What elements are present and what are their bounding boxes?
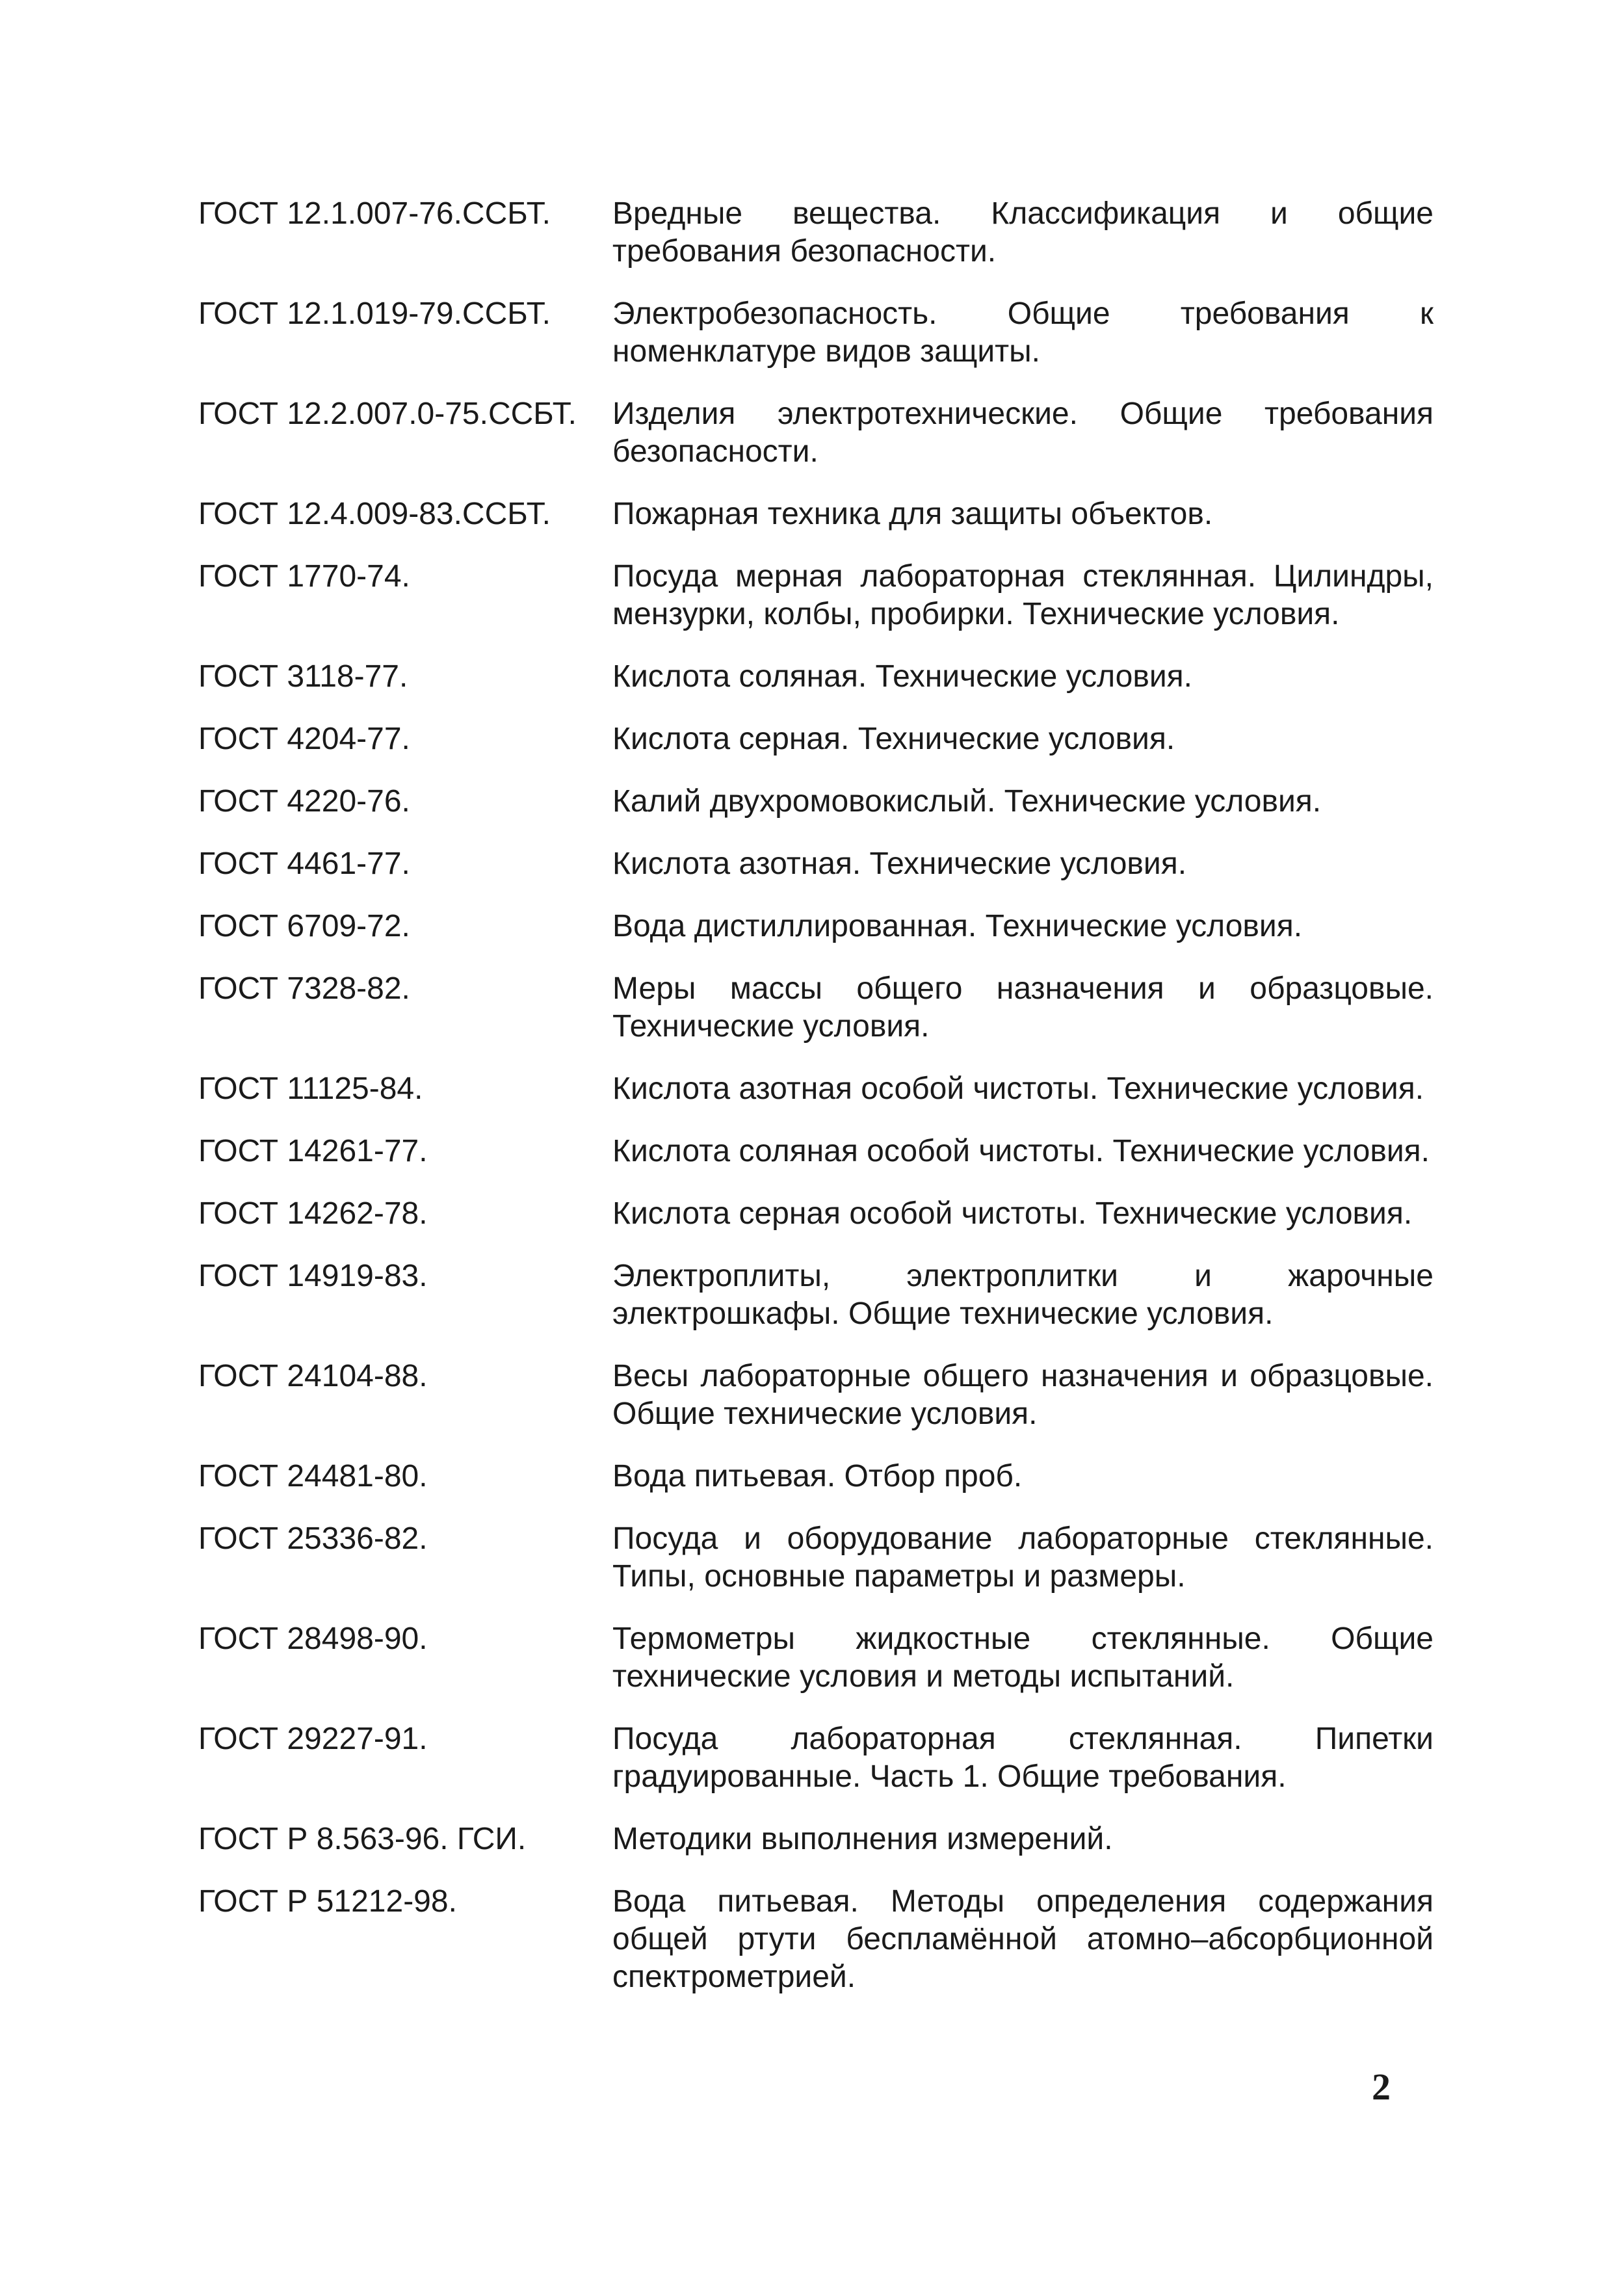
reference-row bbox=[198, 1195, 1434, 1233]
reference-row bbox=[198, 1257, 1434, 1333]
reference-row bbox=[198, 558, 1434, 633]
reference-code: ГОСТ 4220-76. bbox=[198, 784, 410, 819]
reference-code: ГОСТ 4204-77. bbox=[198, 722, 410, 756]
reference-code: ГОСТ 6709-72. bbox=[198, 909, 410, 943]
reference-code: ГОСТ 25336-82. bbox=[198, 1521, 428, 1556]
reference-title: Вода дистиллированная. Технические условия. bbox=[612, 909, 1303, 943]
reference-row bbox=[198, 395, 1434, 471]
reference-code: ГОСТ 3118-77. bbox=[198, 659, 408, 694]
reference-title: Кислота серная. Технические условия. bbox=[612, 722, 1175, 756]
reference-row bbox=[198, 495, 1434, 533]
reference-title: Посуда и оборудование лабораторные стеклянные. Типы, основные параметры и размеры. bbox=[612, 1521, 1434, 1594]
reference-row bbox=[198, 1133, 1434, 1170]
reference-code: ГОСТ Р 51212-98. bbox=[198, 1884, 457, 1919]
reference-code: ГОСТ 14262-78. bbox=[198, 1196, 428, 1231]
reference-row bbox=[198, 1358, 1434, 1433]
reference-title: Весы лабораторные общего назначения и образцовые. Общие технические условия. bbox=[612, 1359, 1434, 1431]
reference-title: Посуда мерная лабораторная стеклянная. Цилиндры, мензурки, колбы, пробирки. Технические условия. bbox=[612, 559, 1434, 631]
reference-title: Калий двухромовокислый. Технические условия. bbox=[612, 784, 1322, 819]
reference-code: ГОСТ 24481-80. bbox=[198, 1459, 428, 1493]
reference-row bbox=[198, 720, 1434, 758]
reference-row bbox=[198, 908, 1434, 945]
reference-code: ГОСТ 12.2.007.0-75.ССБТ. bbox=[198, 397, 577, 431]
reference-code: ГОСТ 7328-82. bbox=[198, 971, 410, 1006]
reference-title: Кислота соляная особой чистоты. Технические условия. bbox=[612, 1134, 1430, 1168]
reference-title: Термометры жидкостные стеклянные. Общие технические условия и методы испытаний. bbox=[612, 1622, 1434, 1694]
reference-title: Изделия электротехнические. Общие требования безопасности. bbox=[612, 397, 1434, 469]
reference-title: Пожарная техника для защиты объектов. bbox=[612, 497, 1213, 531]
reference-title: Меры массы общего назначения и образцовые. Технические условия. bbox=[612, 971, 1434, 1044]
reference-title: Вода питьевая. Методы определения содержания общей ртути беспламённой атомно–абсорбционной спектрометрией. bbox=[612, 1884, 1434, 1994]
reference-row bbox=[198, 845, 1434, 883]
reference-title: Вода питьевая. Отбор проб. bbox=[612, 1459, 1023, 1493]
reference-title: Кислота азотная. Технические условия. bbox=[612, 847, 1187, 881]
reference-code: ГОСТ 12.4.009-83.ССБТ. bbox=[198, 497, 551, 531]
reference-title: Кислота серная особой чистоты. Технические условия. bbox=[612, 1196, 1413, 1231]
reference-title: Методики выполнения измерений. bbox=[612, 1822, 1113, 1856]
page-number: 2 bbox=[1372, 2066, 1391, 2108]
reference-code: ГОСТ 14919-83. bbox=[198, 1259, 428, 1293]
reference-title: Посуда лабораторная стеклянная. Пипетки градуированные. Часть 1. Общие требования. bbox=[612, 1722, 1434, 1794]
reference-code: ГОСТ Р 8.563-96. ГСИ. bbox=[198, 1822, 527, 1856]
reference-row bbox=[198, 195, 1434, 270]
reference-row bbox=[198, 1720, 1434, 1796]
reference-row bbox=[198, 1620, 1434, 1696]
reference-code: ГОСТ 24104-88. bbox=[198, 1359, 428, 1393]
reference-title: Кислота соляная. Технические условия. bbox=[612, 659, 1192, 694]
reference-code: ГОСТ 29227-91. bbox=[198, 1722, 428, 1756]
reference-title: Электроплиты, электроплитки и жарочные электрошкафы. Общие технические условия. bbox=[612, 1259, 1434, 1331]
reference-row bbox=[198, 970, 1434, 1045]
reference-row bbox=[198, 658, 1434, 696]
reference-row bbox=[198, 1070, 1434, 1108]
reference-title: Вредные вещества. Классификация и общие требования безопасности. bbox=[612, 196, 1434, 269]
reference-code: ГОСТ 11125-84. bbox=[198, 1072, 423, 1106]
reference-code: ГОСТ 1770-74. bbox=[198, 559, 410, 594]
reference-code: ГОСТ 14261-77. bbox=[198, 1134, 428, 1168]
reference-title: Кислота азотная особой чистоты. Технические условия. bbox=[612, 1072, 1424, 1106]
reference-row bbox=[198, 295, 1434, 371]
reference-row bbox=[198, 1458, 1434, 1495]
reference-row bbox=[198, 1883, 1434, 1996]
reference-code: ГОСТ 28498-90. bbox=[198, 1622, 428, 1656]
reference-code: ГОСТ 12.1.007-76.ССБТ. bbox=[198, 196, 551, 231]
reference-code: ГОСТ 12.1.019-79.ССБТ. bbox=[198, 296, 551, 331]
reference-row bbox=[198, 1821, 1434, 1858]
reference-title: Электробезопасность. Общие требования к номенклатуре видов защиты. bbox=[612, 296, 1434, 369]
normative-references-list bbox=[198, 195, 1434, 2021]
reference-row bbox=[198, 783, 1434, 821]
reference-code: ГОСТ 4461-77. bbox=[198, 847, 410, 881]
reference-row bbox=[198, 1520, 1434, 1596]
